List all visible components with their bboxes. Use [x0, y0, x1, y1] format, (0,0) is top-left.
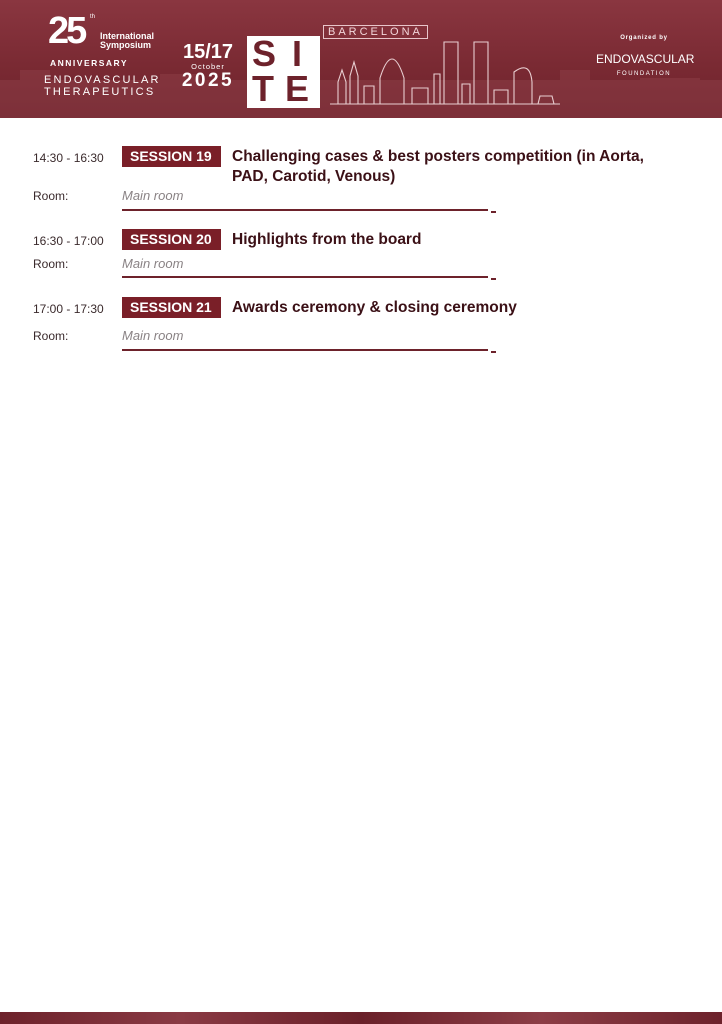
anniversary-number: 25: [48, 10, 85, 52]
session-time: 14:30 - 16:30: [33, 151, 104, 165]
symposium-label: [100, 32, 154, 50]
site-letter-s: S: [252, 33, 277, 74]
room-label: Room:: [33, 189, 69, 203]
city-label: BARCELONA: [323, 25, 428, 39]
anniversary-label: ANNIVERSARY: [50, 58, 129, 68]
anniversary-ordinal: th: [90, 14, 96, 20]
room-value: Main room: [122, 328, 184, 343]
organized-by-label: Organized by: [620, 35, 668, 41]
organizer-block: [596, 34, 695, 78]
session-divider: [122, 276, 488, 278]
page-footer-band: [0, 1012, 722, 1024]
subtitle-line1: ENDOVASCULAR: [44, 74, 161, 86]
session-badge: SESSION 20: [122, 229, 221, 250]
room-value: Main room: [122, 256, 184, 271]
subtitle-line2: THERAPEUTICS: [44, 86, 156, 98]
session-divider-tick: [491, 211, 496, 213]
room-value: Main room: [122, 188, 184, 203]
session-time: 17:00 - 17:30: [33, 302, 104, 316]
room-label: Room:: [33, 257, 69, 271]
site-letter-t: T: [252, 68, 274, 109]
session-divider: [122, 349, 488, 351]
session-time: 16:30 - 17:00: [33, 234, 104, 248]
event-subtitle: [44, 74, 166, 98]
session-title: Highlights from the board: [232, 231, 422, 248]
session-title: Challenging cases & best posters competition (in Aorta, PAD, Carotid, Venous): [232, 148, 644, 185]
symposium-line1: International: [100, 31, 155, 41]
event-days: 15/17: [182, 41, 234, 63]
site-logo: [247, 33, 320, 109]
site-letter-i: I: [292, 33, 303, 74]
event-month: October: [191, 62, 225, 71]
event-dates: [176, 42, 240, 91]
organizer-name: ENDOVASCULAR: [596, 52, 695, 66]
page-header: [0, 0, 722, 118]
organizer-subtitle: FOUNDATION: [616, 71, 672, 77]
session-badge: SESSION 19: [122, 146, 221, 167]
room-label: Room:: [33, 329, 69, 343]
session-title: Awards ceremony & closing ceremony: [232, 299, 517, 316]
site-letter-e: E: [285, 68, 310, 109]
session-divider-tick: [491, 351, 496, 353]
symposium-line2: Symposium: [100, 40, 152, 50]
session-divider-tick: [491, 278, 496, 280]
event-year: 2025: [181, 70, 235, 91]
session-badge: SESSION 21: [122, 297, 221, 318]
session-divider: [122, 209, 488, 211]
